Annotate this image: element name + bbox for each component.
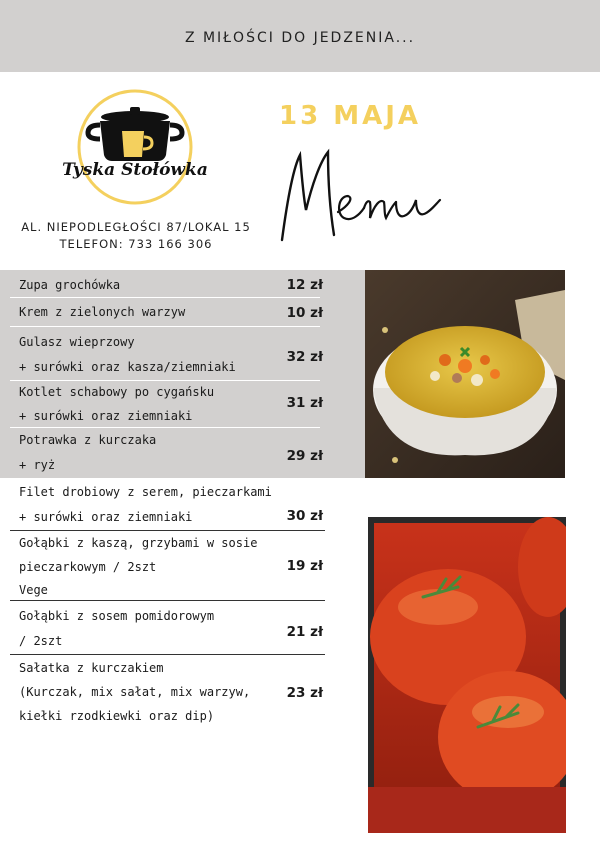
menu-divider [10,600,325,601]
menu-item-detail: pieczarkowym / 2szt [19,560,157,574]
menu-item-detail: / 2szt [19,634,63,648]
menu-date: 13 MAJA [278,101,422,131]
menu-title-script [272,140,452,250]
menu-item-price: 32 zł [286,349,323,365]
menu-item-name: Gołąbki z kaszą, grzybami w sosie [19,536,258,550]
pot-logo-icon [60,85,210,210]
soup-photo [365,270,565,478]
menu-item-name: Filet drobiowy z serem, pieczarkami [19,485,272,499]
menu-item-detail: kiełki rzodkiewki oraz dip) [19,709,215,723]
cabbage-rolls-photo [368,517,566,833]
menu-item-name: Kotlet schabowy po cygańsku [19,385,215,399]
menu-item-detail: + surówki oraz kasza/ziemniaki [19,360,236,374]
menu-item-price: 19 zł [286,558,323,574]
menu-item-name: Gołąbki z sosem pomidorowym [19,609,215,623]
phone-line: TELEFON: 733 166 306 [59,237,213,251]
menu-item-detail: + ryż [19,458,56,472]
menu-item-price: 23 zł [286,685,323,701]
brand-name: Tyska Stołówka [62,160,208,180]
menu-item-price: 10 zł [286,305,323,321]
menu-item-name: Potrawka z kurczaka [19,433,157,447]
menu-item-detail: + surówki oraz ziemniaki [19,510,193,524]
menu-divider [10,297,320,298]
menu-item-price: 31 zł [286,395,323,411]
menu-item-name: Krem z zielonych warzyw [19,305,186,319]
menu-item-name: Zupa grochówka [19,278,121,292]
menu-item-name: Gulasz wieprzowy [19,335,135,349]
menu-item-detail: Vege [19,583,48,597]
menu-divider [10,326,320,327]
menu-item-price: 21 zł [286,624,323,640]
menu-item-price: 30 zł [286,508,323,524]
menu-item-price: 29 zł [286,448,323,464]
menu-item-price: 12 zł [286,277,323,293]
contact-info [10,219,262,253]
tagline: Z MIŁOŚCI DO JEDZENIA... [184,30,416,46]
menu-divider [10,654,325,655]
menu-item-detail: (Kurczak, mix sałat, mix warzyw, [19,685,251,699]
menu-item-detail: + surówki oraz ziemniaki [19,409,193,423]
menu-item-name: Sałatka z kurczakiem [19,661,164,675]
address-line: AL. NIEPODLEGŁOŚCI 87/LOKAL 15 [21,220,251,234]
